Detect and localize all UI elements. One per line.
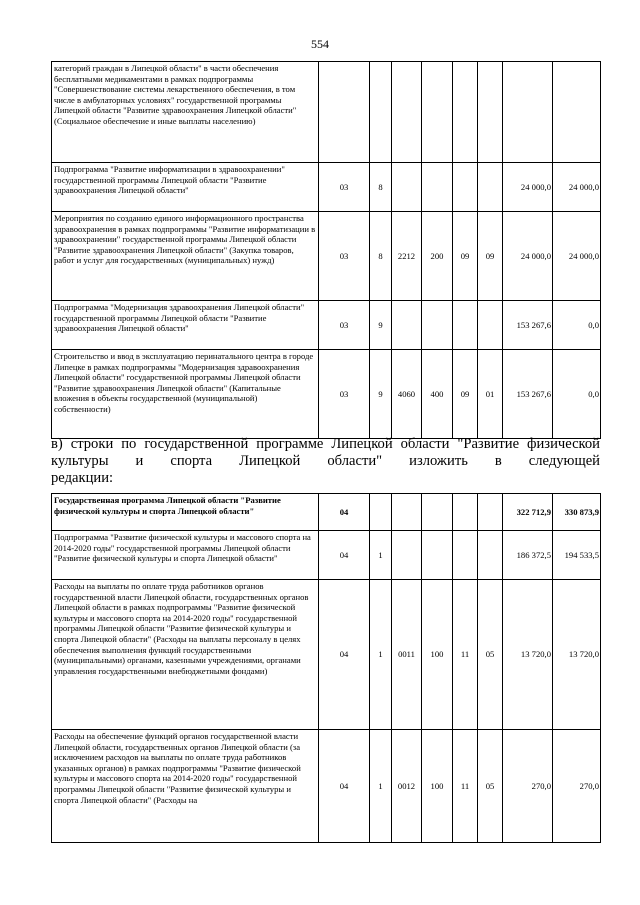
table-row <box>52 212 601 301</box>
cell-amount: 270,0 <box>503 730 553 843</box>
cell-code: 200 <box>422 212 453 301</box>
table-row <box>52 531 601 580</box>
cell-code: 05 <box>478 730 503 843</box>
cell-code <box>453 301 478 350</box>
cell-amount: 24 000,0 <box>503 212 553 301</box>
page-number: 554 <box>311 37 329 51</box>
cell-code <box>392 163 422 212</box>
section-paragraph-text: в) строки по государственной программе Липецкой области "Развитие физической культуры и спорта Липецкой области" изложить в следующей <box>51 436 600 469</box>
cell-code: 9 <box>370 301 392 350</box>
section-paragraph-last-line: редакции: <box>51 470 114 486</box>
cell-amount: 153 267,6 <box>503 301 553 350</box>
row-name: Строительство и ввод в эксплуатацию перинатального центра в городе Липецке в рамках подпрограммы "Модернизация здравоохранения Липецкой области" государственной программы Липецкой области "Развитие здравоохранения Липецкой области" (Капитальные вложения в объекты государственной (муниципальной) собственности) <box>52 350 319 439</box>
cell-code: 4060 <box>392 350 422 439</box>
cell-code: 11 <box>453 580 478 730</box>
cell-amount: 24 000,0 <box>553 212 601 301</box>
cell-amount: 330 873,9 <box>553 494 601 531</box>
cell-amount: 270,0 <box>553 730 601 843</box>
cell-code: 09 <box>478 212 503 301</box>
cell-code <box>478 62 503 163</box>
cell-code: 8 <box>370 163 392 212</box>
cell-code: 05 <box>478 580 503 730</box>
table-row <box>52 494 601 531</box>
table-row <box>52 163 601 212</box>
cell-code: 09 <box>453 212 478 301</box>
cell-code <box>422 62 453 163</box>
cell-code <box>370 62 392 163</box>
cell-amount: 13 720,0 <box>553 580 601 730</box>
cell-code: 09 <box>453 350 478 439</box>
cell-code <box>422 301 453 350</box>
table-row <box>52 350 601 439</box>
table-row <box>52 62 601 163</box>
cell-code <box>392 531 422 580</box>
row-name: Расходы на выплаты по оплате труда работников органов государственной власти Липецкой области, государственных органов Липецкой области в рамках подпрограммы "Развитие физической культуры и массового спорта на 2014-2020 годы" государственной программы Липецкой области "Развитие физической культуры и спорта Липецкой области" (Расходы на выплаты персоналу в целях обеспечения выполнения функций государственными (муниципальными) органами, казенными учреждениями, органами управления государственными внебюджетными фондами) <box>52 580 319 730</box>
cell-code: 03 <box>319 212 370 301</box>
cell-code: 2212 <box>392 212 422 301</box>
table-row <box>52 730 601 843</box>
cell-code <box>392 494 422 531</box>
cell-code <box>392 301 422 350</box>
table-row <box>52 580 601 730</box>
cell-code <box>422 531 453 580</box>
cell-amount: 186 372,5 <box>503 531 553 580</box>
cell-code <box>478 494 503 531</box>
cell-code <box>392 62 422 163</box>
cell-code <box>478 531 503 580</box>
cell-code: 9 <box>370 350 392 439</box>
budget-table-top <box>51 61 601 439</box>
cell-amount: 322 712,9 <box>503 494 553 531</box>
row-name: категорий граждан в Липецкой области" в части обеспечения бесплатными медикаментами в рамках подпрограммы "Совершенствование системы лекарственного обеспечения, в том числе в амбулаторных условиях" государственной программы Липецкой области "Развитие здравоохранения Липецкой области" (Социальное обеспечение и иные выплаты населению) <box>52 62 319 163</box>
cell-code <box>453 163 478 212</box>
cell-code: 01 <box>478 350 503 439</box>
cell-code: 04 <box>319 531 370 580</box>
cell-code: 100 <box>422 580 453 730</box>
cell-code <box>453 62 478 163</box>
cell-code: 11 <box>453 730 478 843</box>
row-name: Подпрограмма "Развитие информатизации в здравоохранении" государственной программы Липецкой области "Развитие здравоохранения Липецкой области" <box>52 163 319 212</box>
cell-code: 0011 <box>392 580 422 730</box>
budget-table-bottom <box>51 493 601 843</box>
cell-code: 03 <box>319 301 370 350</box>
row-name: Государственная программа Липецкой области "Развитие физической культуры и спорта Липецкой области" <box>52 494 319 531</box>
cell-code <box>422 163 453 212</box>
row-name: Мероприятия по созданию единого информационного пространства здравоохранения в рамках подпрограммы "Развитие информатизации в здравоохранении" государственной программы Липецкой области "Развитие здравоохранения Липецкой области" (Закупка товаров, работ и услуг для государственных (муниципальных) нужд) <box>52 212 319 301</box>
row-name: Подпрограмма "Модернизация здравоохранения Липецкой области" государственной программы Липецкой области "Развитие здравоохранения Липецкой области" <box>52 301 319 350</box>
cell-code: 04 <box>319 730 370 843</box>
row-name: Расходы на обеспечение функций органов государственной власти Липецкой области, государственных органов Липецкой области (за исключением расходов на выплаты по оплате труда работников указанных органов) в рамках подпрограммы "Развитие физической культуры и массового спорта на 2014-2020 годы" государственной программы Липецкой области "Развитие физической культуры и спорта Липецкой области" (Расходы на <box>52 730 319 843</box>
cell-code <box>370 494 392 531</box>
cell-code: 0012 <box>392 730 422 843</box>
cell-amount: 24 000,0 <box>503 163 553 212</box>
cell-code: 1 <box>370 730 392 843</box>
cell-amount <box>503 62 553 163</box>
cell-code: 03 <box>319 350 370 439</box>
row-name: Подпрограмма "Развитие физической культуры и массового спорта на 2014-2020 годы" государственной программы Липецкой области "Развитие физической культуры и спорта Липецкой области" <box>52 531 319 580</box>
cell-code: 04 <box>319 494 370 531</box>
cell-code <box>478 301 503 350</box>
cell-code: 8 <box>370 212 392 301</box>
cell-code: 1 <box>370 580 392 730</box>
cell-amount: 0,0 <box>553 301 601 350</box>
cell-amount: 194 533,5 <box>553 531 601 580</box>
cell-amount <box>553 62 601 163</box>
cell-amount: 24 000,0 <box>553 163 601 212</box>
section-paragraph <box>51 436 600 487</box>
cell-code <box>453 531 478 580</box>
cell-code <box>453 494 478 531</box>
cell-amount: 153 267,6 <box>503 350 553 439</box>
table-row <box>52 301 601 350</box>
cell-code <box>319 62 370 163</box>
cell-code: 400 <box>422 350 453 439</box>
cell-code <box>422 494 453 531</box>
cell-amount: 0,0 <box>553 350 601 439</box>
cell-code: 100 <box>422 730 453 843</box>
cell-code: 1 <box>370 531 392 580</box>
cell-code: 03 <box>319 163 370 212</box>
cell-code: 04 <box>319 580 370 730</box>
cell-amount: 13 720,0 <box>503 580 553 730</box>
cell-code <box>478 163 503 212</box>
